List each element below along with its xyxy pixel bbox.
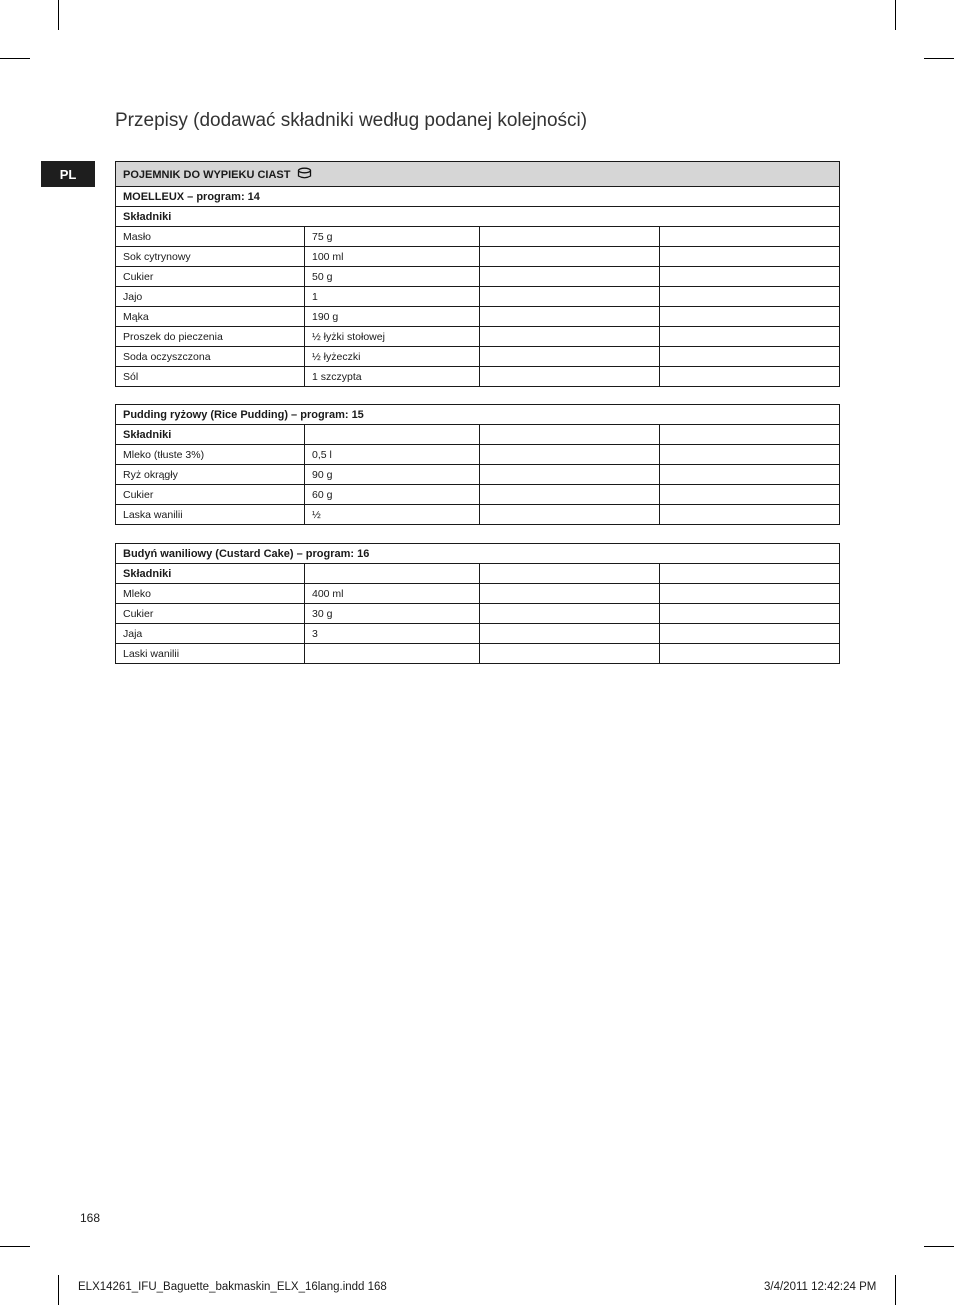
container-header (116, 162, 840, 187)
recipe-title: MOELLEUX – program: 14 (116, 187, 840, 207)
empty-cell (305, 425, 480, 445)
ingredient-name: Mąka (116, 307, 305, 327)
footer-filename: ELX14261_IFU_Baguette_bakmaskin_ELX_16lang.indd 168 (78, 1281, 387, 1293)
table-row (116, 604, 840, 624)
ingredient-name: Masło (116, 227, 305, 247)
crop-mark (0, 58, 30, 59)
crop-mark (58, 0, 59, 30)
empty-cell (660, 287, 840, 307)
ingredient-amount: 50 g (305, 267, 480, 287)
language-tab: PL (41, 161, 95, 187)
empty-cell (480, 624, 660, 644)
empty-cell (480, 227, 660, 247)
empty-cell (660, 425, 840, 445)
ingredient-name: Proszek do pieczenia (116, 327, 305, 347)
empty-cell (480, 505, 660, 525)
page-title: Przepisy (dodawać składniki według podanej kolejności) (115, 110, 588, 131)
recipe-title-row (116, 544, 840, 564)
crop-mark (58, 1275, 59, 1305)
ingredients-label-row (116, 564, 840, 584)
empty-cell (660, 505, 840, 525)
ingredient-name: Cukier (116, 267, 305, 287)
page-number: 168 (80, 1211, 101, 1225)
ingredient-amount: ½ łyżki stołowej (305, 327, 480, 347)
empty-cell (660, 485, 840, 505)
recipe-title: Budyń waniliowy (Custard Cake) – program: 16 (116, 544, 840, 564)
table-row (116, 445, 840, 465)
ingredients-label: Składniki (116, 564, 305, 584)
ingredients-label-row (116, 425, 840, 445)
table-row (116, 267, 840, 287)
ingredient-name: Mleko (tłuste 3%) (116, 445, 305, 465)
table-row (116, 505, 840, 525)
ingredient-name: Cukier (116, 485, 305, 505)
recipe-title-row (116, 405, 840, 425)
empty-cell (660, 327, 840, 347)
ingredient-amount: 1 (305, 287, 480, 307)
recipe-title-row (116, 187, 840, 207)
empty-cell (305, 564, 480, 584)
empty-cell (480, 347, 660, 367)
empty-cell (660, 267, 840, 287)
ingredient-amount: 1 szczypta (305, 367, 480, 387)
ingredient-name: Cukier (116, 604, 305, 624)
empty-cell (660, 347, 840, 367)
ingredient-name: Sok cytrynowy (116, 247, 305, 267)
crop-mark (895, 0, 896, 30)
empty-cell (660, 624, 840, 644)
empty-cell (480, 287, 660, 307)
footer-datetime: 3/4/2011 12:42:24 PM (764, 1281, 877, 1293)
recipe-title: Pudding ryżowy (Rice Pudding) – program: 15 (116, 405, 840, 425)
table-row (116, 624, 840, 644)
table-row (116, 327, 840, 347)
empty-cell (480, 465, 660, 485)
recipe-table-moelleux (115, 161, 840, 387)
crop-mark (895, 1275, 896, 1305)
ingredient-amount: 3 (305, 624, 480, 644)
empty-cell (480, 247, 660, 267)
ingredients-label: Składniki (116, 425, 305, 445)
empty-cell (660, 227, 840, 247)
table-row (116, 584, 840, 604)
crop-mark (924, 58, 954, 59)
table-row (116, 247, 840, 267)
table-row (116, 307, 840, 327)
table-row (116, 287, 840, 307)
ingredient-name: Ryż okrągły (116, 465, 305, 485)
cake-pan-icon (297, 167, 312, 180)
table-row (116, 644, 840, 664)
empty-cell (480, 644, 660, 664)
empty-cell (480, 584, 660, 604)
empty-cell (660, 564, 840, 584)
ingredient-amount: 400 ml (305, 584, 480, 604)
container-header-label: POJEMNIK DO WYPIEKU CIAST (123, 169, 291, 181)
empty-cell (480, 307, 660, 327)
ingredient-amount: ½ łyżeczki (305, 347, 480, 367)
ingredient-amount (305, 644, 480, 664)
ingredient-amount: 90 g (305, 465, 480, 485)
ingredient-amount: 190 g (305, 307, 480, 327)
table-row (116, 347, 840, 367)
table-row (116, 485, 840, 505)
ingredient-name: Soda oczyszczona (116, 347, 305, 367)
ingredient-name: Laski wanilii (116, 644, 305, 664)
ingredient-name: Jaja (116, 624, 305, 644)
empty-cell (480, 367, 660, 387)
empty-cell (660, 584, 840, 604)
empty-cell (660, 307, 840, 327)
ingredient-amount: 30 g (305, 604, 480, 624)
crop-mark (0, 1246, 30, 1247)
table-row (116, 465, 840, 485)
ingredient-amount: 0,5 l (305, 445, 480, 465)
ingredient-name: Sól (116, 367, 305, 387)
ingredient-amount: 60 g (305, 485, 480, 505)
ingredients-label: Składniki (116, 207, 840, 227)
table-row (116, 227, 840, 247)
empty-cell (660, 604, 840, 624)
empty-cell (480, 267, 660, 287)
empty-cell (480, 564, 660, 584)
empty-cell (660, 247, 840, 267)
empty-cell (660, 367, 840, 387)
empty-cell (480, 445, 660, 465)
empty-cell (660, 445, 840, 465)
ingredients-label-row (116, 207, 840, 227)
empty-cell (660, 465, 840, 485)
table-row (116, 367, 840, 387)
ingredient-amount: 100 ml (305, 247, 480, 267)
ingredient-name: Jajo (116, 287, 305, 307)
empty-cell (660, 644, 840, 664)
ingredient-amount: 75 g (305, 227, 480, 247)
empty-cell (480, 327, 660, 347)
empty-cell (480, 425, 660, 445)
empty-cell (480, 485, 660, 505)
recipe-table-rice-pudding (115, 404, 840, 525)
recipe-table-custard-cake (115, 543, 840, 664)
ingredient-name: Laska wanilii (116, 505, 305, 525)
ingredient-name: Mleko (116, 584, 305, 604)
empty-cell (480, 604, 660, 624)
ingredient-amount: ½ (305, 505, 480, 525)
table-header-row (116, 162, 840, 187)
crop-mark (924, 1246, 954, 1247)
